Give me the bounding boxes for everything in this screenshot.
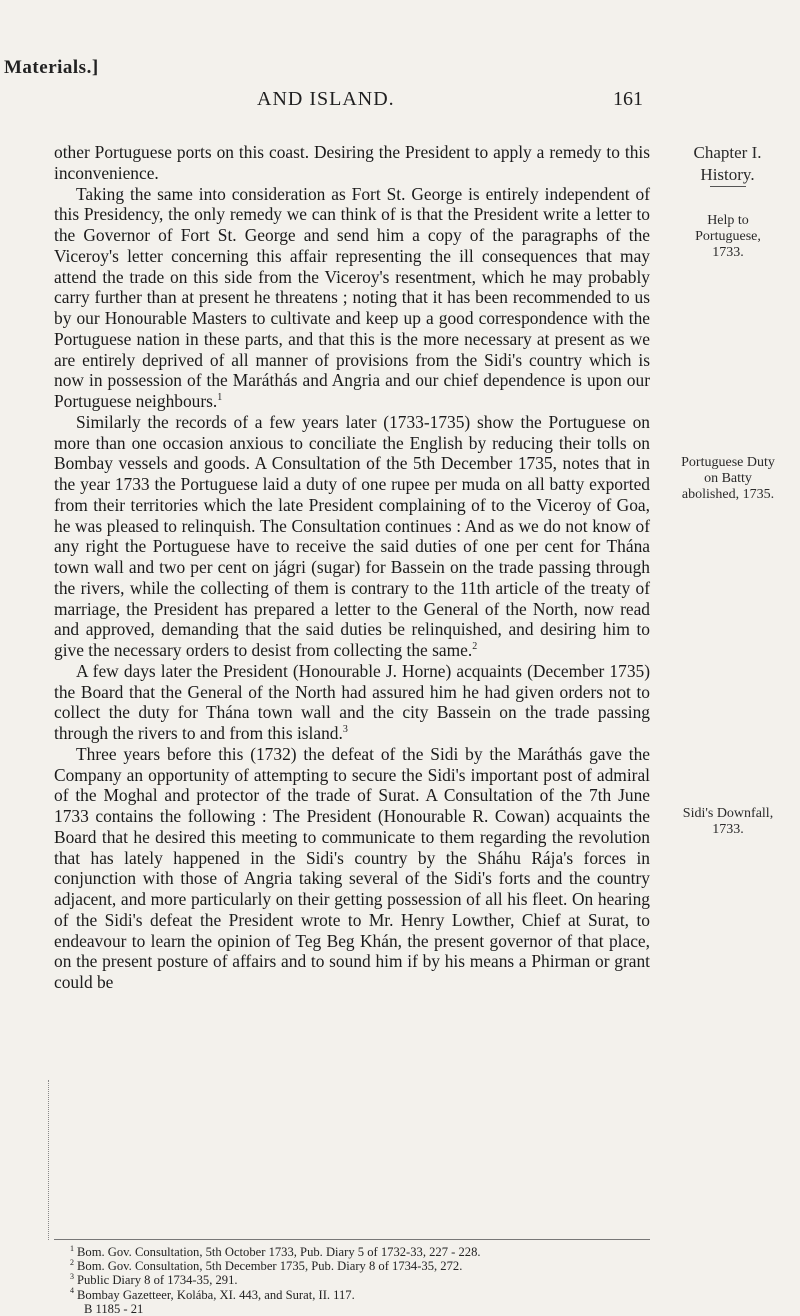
margin-note-downfall: Sidi's Downfall, 1733. xyxy=(682,806,774,837)
page-header xyxy=(0,88,670,116)
page-edge-mark xyxy=(48,1080,52,1240)
paragraph: A few days later the President (Honourable J. Horne) acquaints (December 1735) the Board that the General of the North had assured him he had given orders not to collect the duty for Thána town wall and the city Bassein on the trade passing through the rivers to and from this island.$^3$ xyxy=(54,660,650,743)
margin-note-duty: Portuguese Duty on Batty abolished, 1735. xyxy=(681,455,775,502)
footnote-ref: 3 xyxy=(342,724,348,736)
footnote-ref: 1 xyxy=(217,392,223,404)
footnote-divider xyxy=(54,1239,650,1240)
corner-tag: Materials.] xyxy=(4,57,99,78)
paragraph: Three years before this (1732) the defeat of the Sidi by the Maráthás gave the Company an opportunity of attempting to secure the Sidi's important post of admiral of the Moghal and protector of the trade of Surat. A Consultation of the 7th June 1733 contains the following : The President (Honourable R. Cowan) acquaints the Board that he desired this meeting to communicate to them regarding the revolution that has lately happened in the Sidi's country by the Sháhu Rája's forces in conjunction with those of Angria taking several of the Sidi's forts and the country adjacent, and more particularly on their getting possession of all his fleet. On hearing of the Sidi's defeat the President wrote to Mr. Henry Lowther, Chief at Surat, to endeavour to learn the opinion of Teg Beg Khán, the present governor of that place, on the present posture of affairs and to sound him if by his means a Phirman or grant could be xyxy=(54,743,650,992)
footnote: $^3$ Public Diary 8 of 1734-35, 291. xyxy=(70,1272,238,1288)
history-label: History. xyxy=(700,165,755,184)
running-head: AND ISLAND. xyxy=(257,88,395,110)
body-text xyxy=(54,142,650,993)
footnote: $^1$ Bom. Gov. Consultation, 5th October 1733, Pub. Diary 5 of 1732-33, 227 - 228. xyxy=(70,1243,481,1259)
paragraph: other Portuguese ports on this coast. Desiring the President to apply a remedy to this inconvenience. xyxy=(54,142,650,183)
chapter-label: Chapter I. xyxy=(693,143,762,162)
margin-rule xyxy=(710,186,746,187)
footnote: $^2$ Bom. Gov. Consultation, 5th December 1735, Pub. Diary 8 of 1734-35, 272. xyxy=(70,1258,463,1274)
margin-note-help: Help to Portuguese, 1733. xyxy=(695,213,761,260)
footnote-ref: 2 xyxy=(472,641,478,653)
printer-signature: B 1185 - 21 xyxy=(84,1301,144,1316)
page-number: 161 xyxy=(613,88,643,110)
margin-note-chapter xyxy=(665,142,790,189)
footnote: $^4$ Bombay Gazetteer, Kolába, XI. 443, and Surat, II. 117. xyxy=(70,1286,355,1302)
footnotes xyxy=(70,1245,660,1316)
paragraph: Similarly the records of a few years later (1733-1735) show the Portuguese on more than one occasion anxious to conciliate the English by reducing their tolls on Bombay vessels and goods. A Consultation of the 5th December 1735, notes that in the year 1733 the Portuguese laid a duty of one rupee per muda on all batty exported from their territories which the late President complaining of to the Viceroy of Goa, he was pleased to relinquish. The Consultation continues : And as we do not know of any right the Portuguese have to receive the said duties of one per cent for Thána town wall and two per cent on jágri (sugar) for Bassein on the trade passing through the rivers, while the collecting of them is contrary to the 11th article of the treaty of marriage, the President has prepared a letter to the General of the North, now read and approved, demanding that the said duties be relinquished, and desiring him to give the necessary orders to desist from collecting the same.$^2$ xyxy=(54,411,650,660)
paragraph: Taking the same into consideration as Fort St. George is entirely independent of this Presidency, the only remedy we can think of is that the President write a letter to the Governor of Fort St. George and send him a copy of the paragraphs of the Viceroy's letter concerning this affair representing the ill consequences that may attend the trade on this side from the Viceroy's resentment, which he may probably carry further than at present he threatens ; noting that it has been recommended to us by our Honourable Masters to cultivate and keep up a good correspondence with the Portuguese nation in these parts, and that this is the more necessary at present as we are entirely deprived of all manner of provisions from the Sidi's country which is now in possession of the Maráthás and Angria and our chief dependence is upon our Portuguese neighbours.$^1$ xyxy=(54,183,650,411)
